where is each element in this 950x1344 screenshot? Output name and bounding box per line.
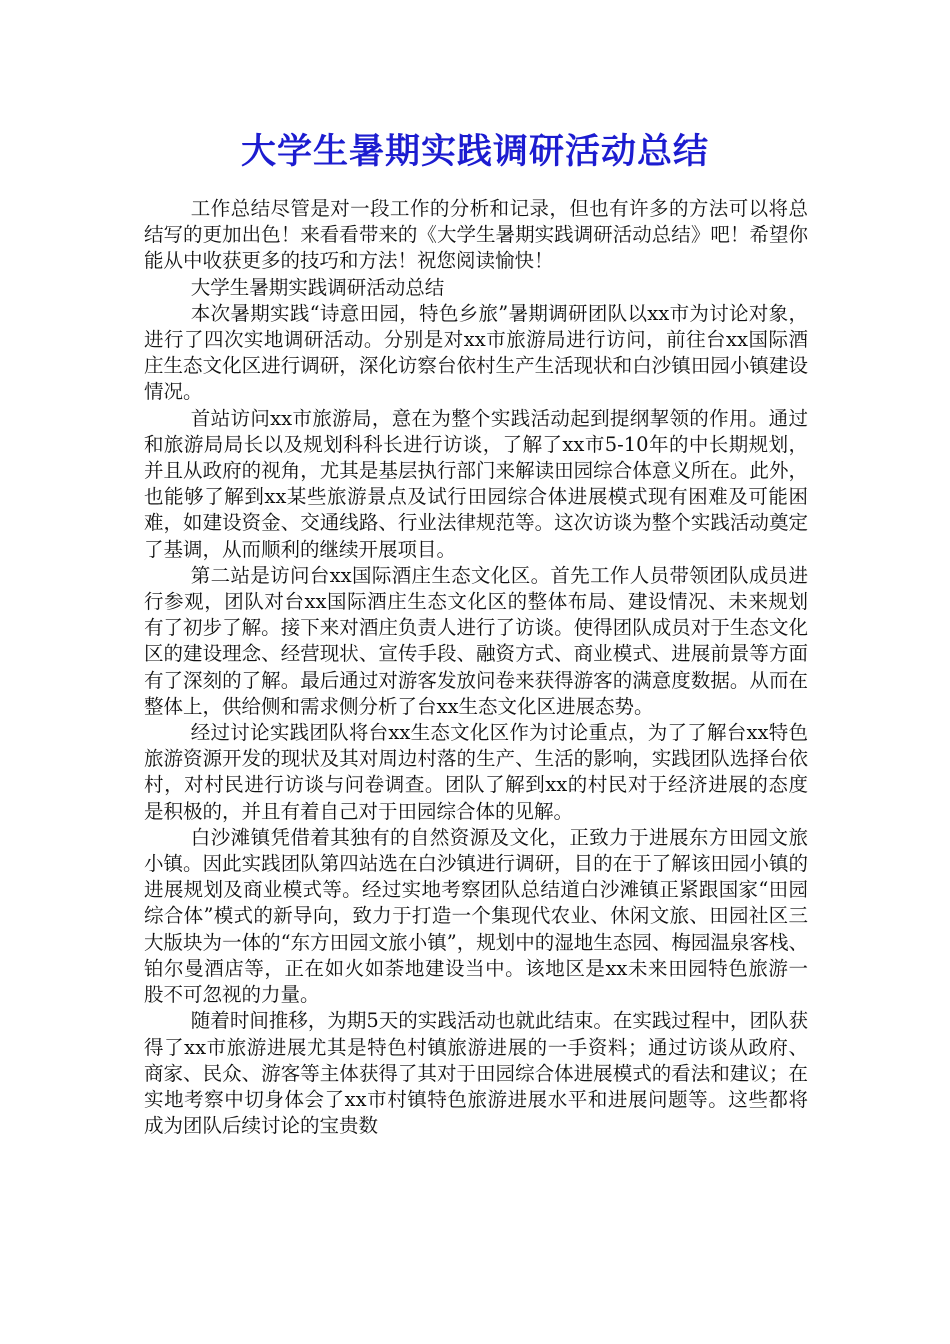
body-paragraph: 经过讨论实践团队将台xx生态文化区作为讨论重点，为了了解台xx特色旅游资源开发的现状及其对周边村落的生产、生活的影响，实践团队选择台依村，对村民进行访谈与问卷调查。团队了解到xx的村民对于经济进展的态度是积极的，并且有着自己对于田园综合体的见解。 xyxy=(144,721,808,823)
intro-paragraph: 工作总结尽管是对一段工作的分析和记录，但也有许多的方法可以将总结写的更加出色！来看看带来的《大学生暑期实践调研活动总结》吧！希望你能从中收获更多的技巧和方法！祝您阅读愉快！ xyxy=(144,197,808,273)
body-paragraph: 首站访问xx市旅游局，意在为整个实践活动起到提纲挈领的作用。通过和旅游局局长以及规划科科长进行访谈，了解了xx市5-10年的中长期规划，并且从政府的视角，尤其是基层执行部门来解读田园综合体意义所在。此外，也能够了解到xx某些旅游景点及试行田园综合体进展模式现有困难及可能困难，如建设资金、交通线路、行业法律规范等。这次访谈为整个实践活动奠定了基调，从而顺利的继续开展项目。 xyxy=(144,406,808,561)
body-paragraph: 第二站是访问台xx国际酒庄生态文化区。首先工作人员带领团队成员进行参观，团队对台xx国际酒庄生态文化区的整体布局、建设情况、未来规划有了初步了解。接下来对酒庄负责人进行了访谈。使得团队成员对于生态文化区的建设理念、经营现状、宣传手段、融资方式、商业模式、进展前景等方面有了深刻的了解。最后通过对游客发放问卷来获得游客的满意度数据。从而在整体上，供给侧和需求侧分析了台xx生态文化区进展态势。 xyxy=(144,563,808,718)
document-body xyxy=(144,196,808,1139)
document-title: 大学生暑期实践调研活动总结 xyxy=(240,132,709,172)
body-paragraph: 白沙滩镇凭借着其独有的自然资源及文化，正致力于进展东方田园文旅小镇。因此实践团队第四站选在白沙镇进行调研，目的在于了解该田园小镇的进展规划及商业模式等。经过实地考察团队总结道白沙滩镇正紧跟国家“田园综合体”模式的新导向，致力于打造一个集现代农业、休闲文旅、田园社区三大版块为一体的“东方田园文旅小镇”，规划中的湿地生态园、梅园温泉客栈、铂尔曼酒店等，正在如火如荼地建设当中。该地区是xx未来田园特色旅游一股不可忽视的力量。 xyxy=(144,825,808,1007)
body-paragraph: 随着时间推移，为期5天的实践活动也就此结束。在实践过程中，团队获得了xx市旅游进展尤其是特色村镇旅游进展的一手资料；通过访谈从政府、商家、民众、游客等主体获得了其对于田园综合体进展模式的看法和建议；在实地考察中切身体会了xx市村镇特色旅游进展水平和进展问题等。这些都将成为团队后续讨论的宝贵数 xyxy=(144,1009,808,1138)
subtitle-paragraph: 大学生暑期实践调研活动总结 xyxy=(190,275,445,299)
body-paragraph: 本次暑期实践“诗意田园，特色乡旅”暑期调研团队以xx市为讨论对象，进行了四次实地调研活动。分别是对xx市旅游局进行访问，前往台xx国际酒庄生态文化区进行调研，深化访察台依村生产生活现状和白沙镇田园小镇建设情况。 xyxy=(144,301,808,404)
